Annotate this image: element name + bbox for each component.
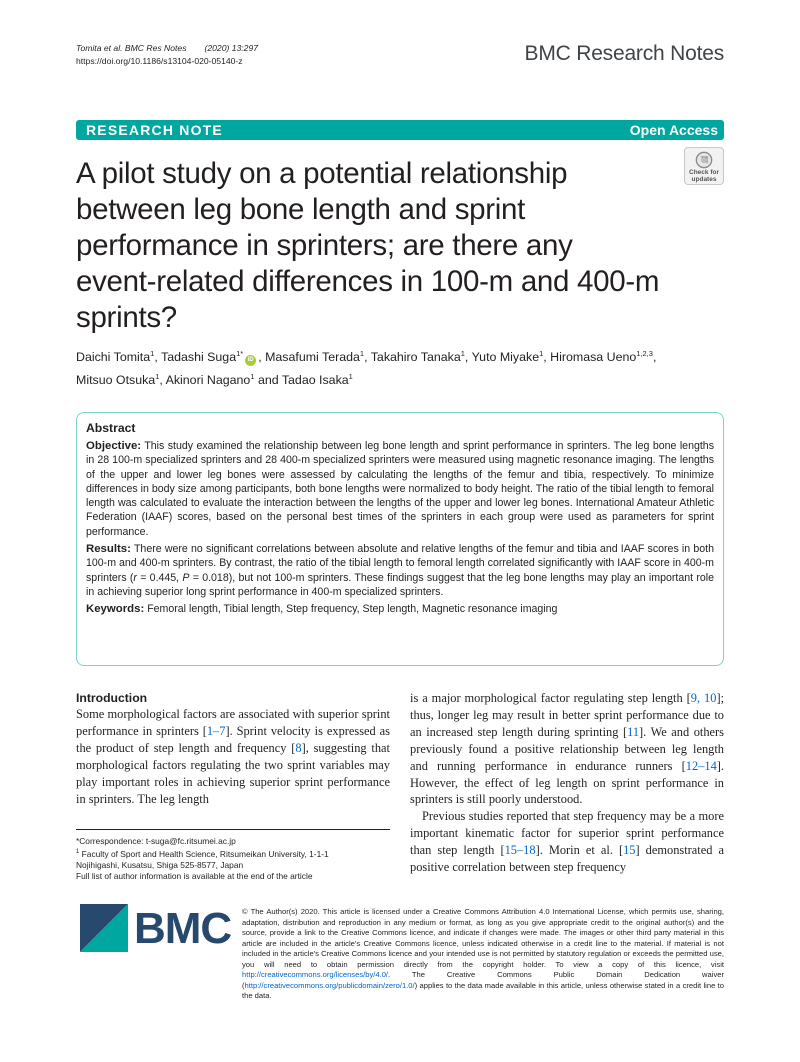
author-name: Takahiro Tanaka bbox=[370, 350, 461, 365]
author-affil: 1 bbox=[539, 349, 544, 358]
body-text: ]. However, the effect of leg length on sprint performance in sprinters is still poorly understood. bbox=[410, 758, 724, 807]
body-column-left bbox=[76, 690, 390, 807]
abstract-keywords bbox=[86, 602, 714, 616]
author-name: Yuto Miyake bbox=[471, 350, 540, 365]
author-affil: 1* bbox=[236, 349, 244, 358]
results-p-value: = 0.018 bbox=[189, 571, 229, 584]
affil-sup: 1 bbox=[76, 849, 80, 855]
objective-text: This study examined the relationship between leg bone length and sprint performance in sprinters. The leg bone lengths in 28 100-m specialized sprinters and 28 400-m specialized sprinters were measured using magnetic resonance imaging. The lengths of the upper and lower leg bones were assessed by calculating the lengths of the femur and tibia, respectively. To minimize differences in body size among participants, both bone lengths were normalized to body height. The ratio of the tibial length to femoral length was calculated to evaluate the interaction between the lengths of the upper and lower leg bones. International Amateur Athletic Federation (IAAF) scores, based on the personal best times of the sprinters in each group were used as parameters for sprint performance. bbox=[86, 440, 714, 538]
introduction-heading: Introduction bbox=[76, 691, 148, 705]
orcid-icon[interactable]: iD bbox=[245, 355, 256, 366]
body-text: ]. Morin et al. [ bbox=[535, 843, 624, 858]
body-text: ]; thus, longer leg may result in better sprint performance due to an increased step length during sprinting [ bbox=[410, 691, 725, 739]
results-p-symbol: P bbox=[182, 571, 190, 584]
title-line: performance in sprinters; are there any bbox=[76, 229, 573, 262]
title-line: A pilot study on a potential relationship bbox=[76, 157, 568, 190]
check-updates-icon bbox=[695, 151, 713, 169]
abstract-objective bbox=[86, 439, 714, 539]
bmc-logo bbox=[80, 904, 232, 956]
author-affil: 1 bbox=[348, 372, 353, 382]
full-author-info: Full list of author information is available at the end of the article bbox=[76, 870, 313, 881]
author-affil: 1 bbox=[150, 349, 155, 358]
author-connector: and bbox=[257, 373, 279, 388]
journal-name: BMC Research Notes bbox=[524, 42, 724, 65]
correspondence-footnote bbox=[76, 829, 390, 882]
title-line: event-related differences in 100-m and 400-m bbox=[76, 265, 660, 298]
open-access-label: Open Access bbox=[629, 122, 718, 138]
body-paragraph bbox=[410, 690, 724, 808]
title-line: between leg bone length and sprint bbox=[76, 193, 526, 226]
results-r-value: = 0.445, bbox=[136, 571, 183, 584]
license-text: © The Author(s) 2020. This article is licensed under a Creative Commons Attribution 4.0 International License, which permits use, sharing, adaptation, distribution and reproduction in any medium or format, as long as you give appropriate credit to the original author(s) and the source, provide a link to the Creative Commons licence, and indicate if changes were made. The images or other third party material in this article are included in the article's Creative Commons licence, unless indicated otherwise in a credit line to the material. If material is not included in the article's Creative Commons licence and your intended use is not permitted by statutory regulation or exceeds the permitted use, you will need to obtain permission directly from the copyright holder. To view a copy of this licence, visit bbox=[242, 907, 724, 969]
author-name: Masafumi Terada bbox=[265, 350, 360, 365]
abstract-heading: Abstract bbox=[86, 421, 136, 435]
author-name: Tadashi Suga bbox=[161, 350, 237, 365]
author-list: Daichi Tomita$^1$, Tadashi Suga$^{1*}$iD , Masafumi Terada$^1$, Takahiro Tanaka$^1$, Yuto Miyake$^1$, Hiromasa Ueno$^{1,2,3}$, Mitsuo Otsuka$^1$, Akinori Nagano$^1$ and Tadao Isaka$^1$ bbox=[76, 349, 657, 388]
body-text: Some morphological factors are associated with superior sprint performance in sprinters [ bbox=[76, 707, 390, 738]
affil-text: Faculty of Sport and Health Science, Ritsumeikan University, 1-1-1 bbox=[79, 848, 329, 859]
body-text: ] demonstrated a positive correlation between step frequency bbox=[410, 843, 724, 875]
keywords-text: Femoral length, Tibial length, Step frequency, Step length, Magnetic resonance imaging bbox=[147, 603, 558, 616]
author-affil: 1 bbox=[359, 349, 365, 358]
cc0-link[interactable]: http://creativecommons.org/publicdomain/zero/1.0/ bbox=[244, 980, 415, 990]
check-for-updates-badge[interactable] bbox=[684, 147, 724, 185]
objective-label: Objective: bbox=[86, 440, 142, 452]
author-name: Daichi Tomita bbox=[76, 350, 151, 365]
affiliation-line bbox=[76, 847, 390, 860]
bmc-logo-text: BMC bbox=[134, 904, 232, 953]
abstract-results bbox=[86, 542, 714, 599]
license-text: . The Creative Commons Public Domain Dedication waiver ( bbox=[242, 970, 724, 990]
abstract-box bbox=[76, 412, 724, 666]
article-type-bar bbox=[76, 120, 724, 140]
author-name: Akinori Nagano bbox=[165, 373, 251, 388]
author-name: Tadao Isaka bbox=[281, 373, 349, 388]
license-link[interactable]: http://creativecommons.org/licenses/by/4.0/ bbox=[242, 970, 389, 979]
body-text: ], suggesting that morphological factors regulating the two sprint variables may play important roles in achieving superior sprint performance in sprinters. The leg length bbox=[76, 740, 390, 806]
article-title bbox=[76, 156, 676, 336]
license-text: ) applies to the data made available in this article, unless otherwise stated in a credit line to the data. bbox=[242, 980, 724, 1000]
affiliation-line-2: Nojihigashi, Kusatsu, Shiga 525-8577, Japan bbox=[76, 859, 244, 870]
body-text: ]. We and others previously found a positive relationship between leg length and running performance in endurance runners [ bbox=[410, 724, 724, 773]
author-affil: 1 bbox=[155, 372, 160, 382]
citation-journal: Tomita et al. BMC Res Notes bbox=[76, 43, 187, 53]
reference-link[interactable]: 11 bbox=[627, 724, 640, 739]
body-paragraph bbox=[76, 706, 390, 807]
title-line: sprints? bbox=[76, 301, 177, 334]
correspondence-email[interactable]: *Correspondence: t-suga@fc.ritsumei.ac.jp bbox=[76, 836, 236, 846]
reference-link[interactable]: 12–14 bbox=[685, 758, 717, 773]
keywords-label: Keywords: bbox=[86, 603, 145, 616]
body-text: ]. Sprint velocity is expressed as the product of step length and frequency [ bbox=[76, 723, 390, 755]
reference-link[interactable]: 15 bbox=[623, 843, 636, 858]
reference-link[interactable]: 15–18 bbox=[504, 843, 536, 858]
body-paragraph bbox=[410, 808, 724, 876]
doi-link[interactable]: https://doi.org/10.1186/s13104-020-05140-z bbox=[76, 56, 243, 66]
reference-link[interactable]: 9, 10 bbox=[690, 691, 717, 705]
citation-block bbox=[76, 42, 276, 68]
author-affil: 1,2,3 bbox=[636, 349, 653, 358]
citation-year: (2020) 13:297 bbox=[204, 43, 259, 53]
bmc-logo-mark-icon bbox=[80, 904, 128, 952]
citation-line bbox=[76, 42, 276, 55]
author-name: Hiromasa Ueno bbox=[550, 350, 637, 365]
body-text: is a major morphological factor regulating step length [ bbox=[410, 691, 691, 705]
article-type-label: RESEARCH NOTE bbox=[86, 122, 223, 138]
body-text: Previous studies reported that step frequency may be a more important kinematic factor for superior sprint performance than step length [ bbox=[410, 809, 724, 858]
author-affil: 1 bbox=[460, 349, 465, 358]
check-updates-line1: Check for bbox=[689, 169, 719, 176]
author-name: Mitsuo Otsuka bbox=[76, 373, 156, 388]
body-column-right bbox=[410, 690, 724, 876]
reference-link[interactable]: 8 bbox=[295, 740, 302, 755]
license-statement bbox=[242, 907, 724, 1002]
author-affil: 1 bbox=[250, 372, 255, 382]
check-updates-line2: updates bbox=[691, 176, 717, 183]
results-text-end: ), but not 100-m sprinters. These findings suggest that the leg bone lengths may play an important role in achieving superior long sprint performance in 400-m specialized sprinters. bbox=[86, 571, 714, 598]
results-r-symbol: r bbox=[133, 571, 137, 584]
reference-link[interactable]: 1–7 bbox=[206, 723, 226, 738]
results-text: There were no significant correlations between absolute and relative lengths of the femur and tibia and IAAF scores in both 100-m and 400-m sprinters. By contrast, the ratio of the tibial length to femoral length correlated significantly with IAAF score in 400-m sprinters ( bbox=[86, 543, 714, 584]
results-label: Results: bbox=[86, 543, 131, 556]
